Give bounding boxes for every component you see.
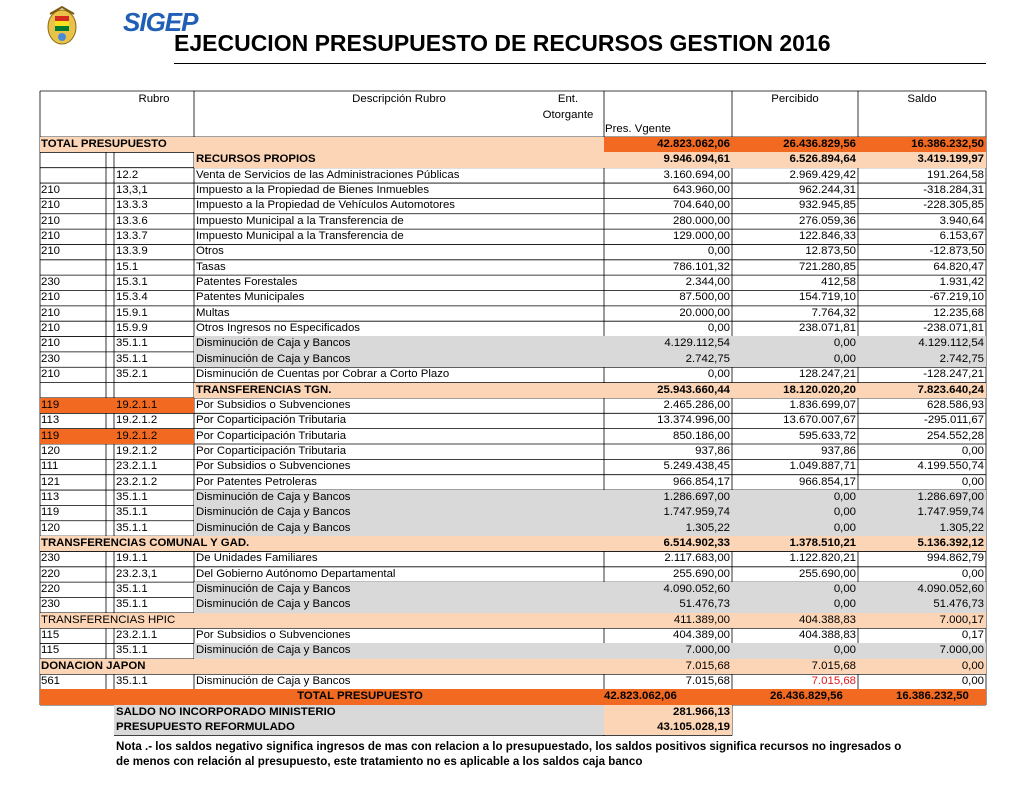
col-header-percibido: Percibido (771, 93, 819, 105)
footer-value: 281.966,13 (604, 705, 732, 720)
cell-percibido: 154.719,10 (798, 291, 856, 304)
cell-rubro: 35.1.1 (116, 598, 148, 611)
cell-pres-vigente: 937,86 (695, 444, 730, 457)
cell-percibido: 0,00 (833, 337, 856, 350)
cell-percibido: 0,00 (833, 598, 856, 611)
cell-ent: 121 (41, 475, 61, 488)
cell-descripcion: Disminución de Cuentas por Cobrar a Corto Plazo (196, 368, 450, 381)
cell-descripcion: Por Coparticipación Tributaria (196, 414, 347, 427)
cell-pres-vigente: 7.000,00 (685, 644, 730, 657)
cell-ent: 210 (41, 214, 61, 227)
cell-ent: 111 (41, 460, 59, 473)
cell-pres-vigente: 4.090.052,60 (663, 582, 730, 595)
cell-saldo: 12.235,68 (933, 306, 984, 319)
cell-saldo: -12.873,50 (929, 245, 984, 258)
section-saldo: 3.419.199,97 (917, 153, 984, 166)
table-header-row (40, 91, 986, 137)
cell-rubro: 13,3,1 (116, 184, 148, 197)
cell-saldo: 0,00 (961, 444, 984, 457)
cell-percibido: 255.690,00 (798, 567, 856, 580)
col-header-rubro: Rubro (138, 93, 170, 105)
footnote-line-2: de menos con relación al presupuesto, este tratamiento no es aplicable a los saldos caja banco (116, 755, 643, 769)
cell-pres-vigente: 643.960,00 (672, 184, 730, 197)
cell-ent: 230 (41, 598, 61, 611)
footnote-line-1: Nota .- los saldos negativo significa ingresos de mas con relacion a lo presupuestado, los saldos positivos significa recursos no ingresados o (116, 739, 902, 753)
cell-percibido: 932.945,85 (798, 199, 856, 212)
table-row-data (40, 229, 986, 244)
cell-ent: 119 (40, 398, 114, 413)
cell-percibido: 1.122.820,21 (789, 552, 856, 565)
table-row-data (40, 398, 986, 413)
cell-pres-vigente: 2.117.683,00 (664, 552, 730, 565)
table-row-data (40, 214, 986, 229)
cell-ent: 119 (41, 506, 60, 519)
cell-percibido: 0,00 (833, 352, 856, 365)
cell-rubro: 13.3.3 (116, 199, 148, 212)
section-saldo: 0,00 (961, 659, 984, 672)
grand-total-saldo: 16.386.232,50 (896, 690, 969, 703)
cell-saldo: 191.264,58 (926, 168, 984, 181)
table-row-section (40, 152, 986, 167)
section-label: TRANSFERENCIAS COMUNAL Y GAD. (41, 536, 250, 549)
cell-rubro: 35.1.1 (116, 352, 148, 365)
cell-ent: 210 (41, 368, 61, 381)
cell-rubro: 19.2.1.2 (116, 414, 158, 427)
total-saldo: 16.386.232,50 (858, 137, 986, 152)
cell-descripcion: De Unidades Familiares (196, 552, 318, 565)
cell-pres-vigente: 0,00 (707, 245, 730, 258)
section-percibido: 6.526.894,64 (789, 153, 856, 166)
cell-descripcion: Impuesto a la Propiedad de Bienes Inmuebles (196, 184, 430, 197)
cell-rubro: 23.2.1.1 (116, 460, 158, 473)
total-percibido: 26.436.829,56 (732, 137, 858, 152)
cell-pres-vigente: 966.854,17 (672, 475, 730, 488)
cell-descripcion: Por Coparticipación Tributaria (196, 444, 347, 457)
table-row-data (40, 521, 986, 536)
cell-ent (40, 260, 106, 275)
title-divider (174, 63, 986, 64)
col-header-ent: Ent. (557, 93, 579, 105)
cell-percibido: 0,00 (833, 521, 856, 534)
cell-rubro: 23.2.3,1 (116, 567, 158, 580)
cell-rubro: 35.1.1 (116, 675, 148, 688)
cell-descripcion: Otros (196, 245, 224, 258)
cell-descripcion: Disminución de Caja y Bancos (196, 506, 351, 519)
table-row-data (40, 475, 986, 490)
col-header-saldo: Saldo (907, 93, 937, 105)
table-row-data (40, 413, 986, 428)
cell-descripcion: Del Gobierno Autónomo Departamental (196, 567, 396, 580)
cell-descripcion: Patentes Municipales (196, 291, 305, 304)
col-header-ent-otorgante (532, 91, 604, 137)
cell-saldo: -128.247,21 (923, 368, 984, 381)
cell-saldo: 0,17 (961, 629, 984, 641)
footer-label: PRESUPUESTO REFORMULADO (114, 720, 604, 735)
cell-rubro: 13.3.6 (116, 214, 148, 227)
col-header-descripcion: Descripción Rubro (352, 93, 446, 105)
cell-pres-vigente: 1.305,22 (685, 521, 730, 534)
cell-rubro: 19.1.1 (116, 552, 148, 565)
cell-rubro: 19.2.1.2 (116, 444, 158, 457)
footnote (116, 739, 901, 770)
cell-ent: 120 (41, 521, 61, 534)
cell-pres-vigente: 20.000,00 (679, 306, 730, 319)
table-row-data (40, 306, 986, 321)
table-row-data (40, 367, 986, 382)
cell-percibido: 0,00 (833, 490, 856, 503)
cell-descripcion: Por Patentes Petroleras (196, 475, 317, 488)
table-row-data (40, 505, 986, 520)
cell-ent: 210 (41, 322, 61, 335)
cell-percibido: 12.873,50 (805, 245, 856, 258)
table-row-section (40, 383, 986, 398)
cell-descripcion: Otros Ingresos no Especificados (196, 322, 360, 335)
cell-ent: 230 (41, 552, 61, 565)
table-row-data (40, 674, 986, 689)
cell-rubro: 35.1.1 (116, 644, 148, 657)
cell-saldo: -67.219,10 (929, 291, 984, 304)
cell-descripcion: Disminución de Caja y Bancos (196, 521, 351, 534)
cell-rubro: 23.2.1.1 (116, 629, 158, 641)
cell-percibido: 1.836.699,07 (789, 398, 856, 411)
cell-pres-vigente: 3.160.694,00 (663, 168, 730, 181)
cell-pres-vigente: 704.640,00 (672, 199, 730, 212)
cell-ent: 210 (41, 291, 61, 304)
cell-ent: 113 (41, 414, 60, 427)
table-row-data (40, 260, 986, 275)
cell-saldo: 3.940,64 (939, 214, 984, 227)
section-percibido: 18.120.020,20 (783, 383, 856, 396)
cell-rubro: 35.1.1 (116, 490, 148, 503)
cell-saldo: 1.931,42 (939, 276, 984, 289)
cell-ent: 210 (41, 337, 61, 350)
cell-percibido: 122.846,33 (798, 230, 856, 243)
cell-percibido: 0,00 (833, 506, 856, 519)
cell-pres-vigente: 1.286.697,00 (663, 490, 730, 503)
table-row-foot (40, 720, 986, 735)
cell-percibido: 1.049.887,71 (789, 460, 856, 473)
section-saldo: 5.136.392,12 (917, 536, 984, 549)
cell-descripcion: Disminución de Caja y Bancos (196, 352, 351, 365)
cell-saldo: 994.862,79 (926, 552, 984, 565)
cell-saldo: 0,00 (961, 475, 984, 488)
cell-ent: 210 (41, 306, 61, 319)
cell-percibido: 7.764,32 (811, 306, 856, 319)
table-row-data (40, 444, 986, 459)
cell-descripcion: Por Coparticipación Tributaria (196, 429, 347, 442)
table-row-data (40, 582, 986, 597)
section-percibido: 404.388,83 (798, 613, 856, 626)
cell-ent: 120 (41, 444, 61, 457)
table-row-section2 (40, 536, 986, 551)
cell-percibido: 404.388,83 (798, 629, 856, 641)
cell-rubro: 15.3.1 (116, 276, 148, 289)
cell-saldo: 254.552,28 (926, 429, 984, 442)
cell-rubro: 15.3.4 (116, 291, 148, 304)
col-header-pres: Pres. Vgente (605, 123, 671, 135)
cell-descripcion: Impuesto a la Propiedad de Vehículos Automotores (196, 199, 455, 212)
cell-saldo: -318.284,31 (923, 184, 984, 197)
table-row-foot (40, 705, 986, 720)
grand-total-pres: 42.823.062,06 (604, 690, 677, 703)
cell-saldo: 4.090.052,60 (917, 582, 984, 595)
cell-descripcion: Por Subsidios o Subvenciones (196, 398, 351, 411)
cell-pres-vigente: 2.344,00 (685, 276, 730, 289)
table-row-data (40, 168, 986, 183)
table-row-data (40, 643, 986, 658)
cell-pres-vigente: 0,00 (707, 322, 730, 335)
cell-rubro: 15.9.9 (116, 322, 148, 335)
section-percibido: 7.015,68 (811, 659, 856, 672)
cell-pres-vigente: 255.690,00 (672, 567, 730, 580)
section-pres: 411.389,00 (673, 613, 730, 626)
cell-pres-vigente: 4.129.112,54 (664, 337, 730, 350)
table-row-data (40, 275, 986, 290)
cell-rubro: 35.1.1 (116, 337, 148, 350)
table-row-data (40, 628, 986, 643)
cell-percibido: 962.244,31 (798, 184, 856, 197)
cell-pres-vigente: 280.000,00 (672, 214, 730, 227)
cell-rubro: 15.1 (116, 260, 139, 273)
cell-ent: 561 (41, 675, 61, 688)
cell-pres-vigente: 7.015,68 (685, 675, 730, 688)
cell-ent: 115 (41, 629, 60, 641)
section-pres: 7.015,68 (685, 659, 730, 672)
section-pres: 6.514.902,33 (663, 536, 730, 549)
cell-saldo: -295.011,67 (924, 414, 984, 427)
cell-descripcion: Multas (196, 306, 230, 319)
cell-ent: 115 (41, 644, 60, 657)
cell-saldo: 0,00 (961, 675, 984, 688)
cell-saldo: 64.820,47 (933, 260, 984, 273)
cell-pres-vigente: 850.186,00 (672, 429, 730, 442)
cell-pres-vigente: 1.747.959,74 (663, 506, 730, 519)
cell-rubro: 19.2.1.2 (114, 429, 194, 444)
cell-saldo: 628.586,93 (926, 398, 984, 411)
table-row-grand (40, 689, 986, 704)
table-row-data (40, 597, 986, 612)
cell-saldo: 1.305,22 (939, 521, 984, 534)
cell-descripcion: Disminución de Caja y Bancos (196, 490, 351, 503)
cell-rubro: 35.2.1 (116, 368, 148, 381)
cell-ent: 220 (41, 567, 61, 580)
page-title: EJECUCION PRESUPUESTO DE RECURSOS GESTION 2016 (174, 30, 831, 56)
cell-ent: 210 (41, 230, 61, 243)
grand-total-percibido: 26.436.829,56 (770, 690, 843, 703)
cell-percibido: 937,86 (821, 444, 856, 457)
col-header-otorgante: Otorgante (542, 109, 594, 121)
cell-rubro: 35.1.1 (116, 582, 148, 595)
cell-percibido: 128.247,21 (798, 368, 856, 381)
section-label: TRANSFERENCIAS HPIC (41, 613, 176, 626)
cell-ent: 113 (41, 490, 60, 503)
cell-saldo: 6.153,67 (939, 230, 984, 243)
table-row-data (40, 490, 986, 505)
sigep-wordmark: SIGEP (123, 7, 198, 37)
cell-descripcion: Venta de Servicios de las Administraciones Públicas (196, 168, 460, 181)
cell-saldo: 2.742,75 (939, 352, 984, 365)
cell-descripcion: Disminución de Caja y Bancos (196, 337, 351, 350)
cell-saldo: -228.305,85 (923, 199, 984, 212)
cell-rubro: 35.1.1 (116, 506, 148, 519)
cell-rubro: 35.1.1 (116, 521, 148, 534)
section-saldo: 7.823.640,24 (917, 383, 984, 396)
budget-table (40, 91, 986, 769)
cell-pres-vigente: 404.389,00 (672, 629, 730, 641)
table-row-data (40, 567, 986, 582)
cell-descripcion: Patentes Forestales (196, 276, 298, 289)
cell-rubro: 19.2.1.1 (114, 398, 194, 413)
cell-percibido: 0,00 (833, 582, 856, 595)
cell-ent: 230 (41, 352, 61, 365)
cell-rubro: 15.9.1 (116, 306, 148, 319)
cell-descripcion: Disminución de Caja y Bancos (196, 675, 351, 688)
cell-percibido: 721.280,85 (798, 260, 856, 273)
section-label: DONACION JAPON (41, 659, 146, 672)
cell-descripcion: Impuesto Municipal a la Transferencia de (196, 214, 404, 227)
cell-pres-vigente: 2.742,75 (685, 352, 730, 365)
cell-pres-vigente: 87.500,00 (679, 291, 730, 304)
cell-percibido: 2.969.429,42 (789, 168, 856, 181)
table-body (40, 137, 986, 735)
cell-percibido: 7.015,68 (811, 675, 856, 688)
cell-pres-vigente: 5.249.438,45 (663, 460, 730, 473)
table-row-data (40, 551, 986, 566)
cell-descripcion: Por Subsidios o Subvenciones (196, 629, 351, 641)
cell-descripcion: Tasas (196, 260, 226, 273)
cell-pres-vigente: 786.101,32 (672, 260, 730, 273)
section-saldo: 7.000,17 (939, 613, 984, 626)
cell-saldo: 0,00 (961, 567, 984, 580)
cell-rubro: 13.3.9 (116, 245, 148, 258)
cell-ent (40, 168, 106, 183)
table-row-data (40, 198, 986, 213)
table-row-data (40, 352, 986, 367)
section-label: RECURSOS PROPIOS (196, 153, 316, 166)
cell-pres-vigente: 2.465.286,00 (663, 398, 730, 411)
cell-percibido: 276.059,36 (798, 214, 856, 227)
table-row-section2 (40, 659, 986, 674)
cell-pres-vigente: 51.476,73 (679, 598, 730, 611)
table-row-data (40, 321, 986, 336)
cell-percibido: 238.071,81 (798, 322, 856, 335)
table-row-data (40, 459, 986, 474)
section-pres: 25.943.660,44 (657, 383, 730, 396)
cell-ent: 230 (41, 276, 61, 289)
grand-total-label: TOTAL PRESUPUESTO (297, 690, 423, 703)
table-row-data (40, 183, 986, 198)
footer-value: 43.105.028,19 (604, 720, 732, 735)
cell-descripcion: Por Subsidios o Subvenciones (196, 460, 351, 473)
table-row-data (40, 244, 986, 259)
cell-saldo: -238.071,81 (923, 322, 984, 335)
cell-percibido: 966.854,17 (798, 475, 856, 488)
cell-pres-vigente: 0,00 (707, 368, 730, 381)
cell-percibido: 412,58 (821, 276, 856, 289)
cell-saldo: 1.286.697,00 (917, 490, 984, 503)
table-row-total (40, 137, 986, 152)
cell-descripcion: Impuesto Municipal a la Transferencia de (196, 230, 404, 243)
cell-saldo: 1.747.959,74 (917, 506, 984, 519)
cell-percibido: 595.633,72 (798, 429, 856, 442)
table-row-data (40, 290, 986, 305)
section-label: TRANSFERENCIAS TGN. (196, 383, 332, 396)
cell-percibido: 13.670.007,67 (783, 414, 856, 427)
cell-descripcion: Disminución de Caja y Bancos (196, 598, 351, 611)
cell-rubro: 12.2 (116, 168, 139, 181)
cell-descripcion: Disminución de Caja y Bancos (196, 644, 351, 657)
cell-rubro: 23.2.1.2 (116, 475, 158, 488)
table-row-data (40, 336, 986, 351)
footer-label: SALDO NO INCORPORADO MINISTERIO (114, 705, 604, 720)
total-pres: 42.823.062,06 (604, 137, 732, 152)
cell-ent: 210 (41, 199, 61, 212)
cell-ent: 220 (41, 582, 61, 595)
cell-percibido: 0,00 (833, 644, 856, 657)
cell-saldo: 4.129.112,54 (918, 337, 984, 350)
section-percibido: 1.378.510,21 (789, 536, 856, 549)
cell-rubro: 13.3.7 (116, 230, 148, 243)
table-row-data (40, 429, 986, 444)
cell-pres-vigente: 129.000,00 (672, 230, 730, 243)
table-row-section3 (40, 613, 986, 628)
cell-ent: 210 (41, 245, 61, 258)
cell-descripcion: Disminución de Caja y Bancos (196, 582, 351, 595)
cell-saldo: 4.199.550,74 (917, 460, 984, 473)
cell-saldo: 51.476,73 (933, 598, 984, 611)
cell-pres-vigente: 13.374.996,00 (657, 414, 730, 427)
cell-saldo: 7.000,00 (939, 644, 984, 657)
section-pres: 9.946.094,61 (663, 153, 730, 166)
cell-ent: 119 (40, 429, 114, 444)
cell-ent: 210 (41, 184, 61, 197)
total-label: TOTAL PRESUPUESTO (41, 138, 167, 150)
sigep-logo (44, 4, 198, 48)
